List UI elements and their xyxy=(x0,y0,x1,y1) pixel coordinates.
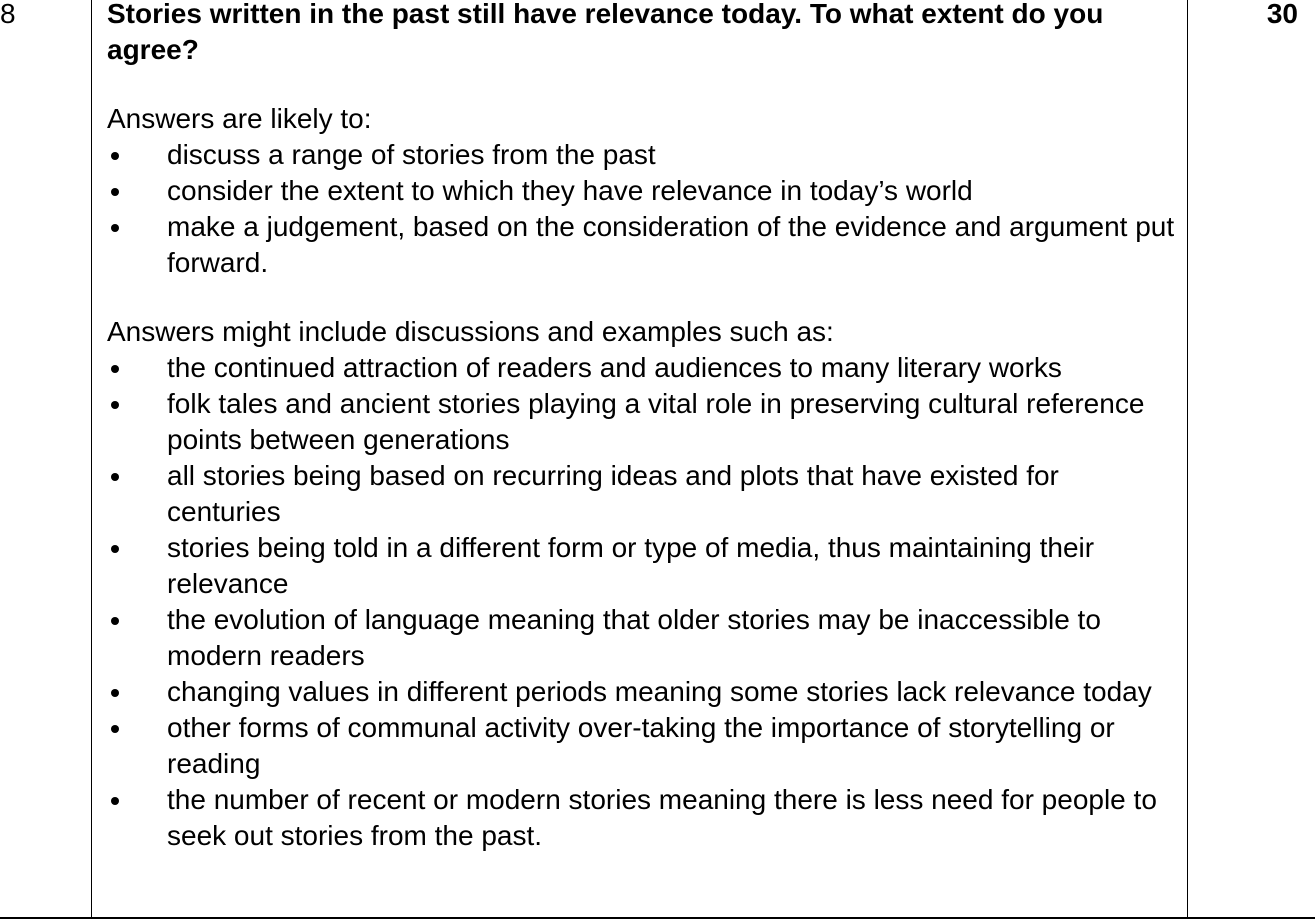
bullet-icon xyxy=(111,797,119,805)
list-item: folk tales and ancient stories playing a vital role in preserving cultural reference points between generations xyxy=(107,386,1177,458)
bullet-icon xyxy=(111,152,119,160)
bullet-icon xyxy=(111,725,119,733)
bullet-icon xyxy=(111,689,119,697)
list-item: other forms of communal activity over-taking the importance of storytelling or reading xyxy=(107,710,1177,782)
section2-bullet-list xyxy=(107,350,1177,854)
section1-bullet-list xyxy=(107,137,1177,281)
table-bottom-border xyxy=(0,917,1315,919)
question-number: 8 xyxy=(0,0,16,29)
section1-intro: Answers are likely to: xyxy=(107,103,372,134)
column-divider-left xyxy=(91,0,92,918)
list-item: the evolution of language meaning that older stories may be inaccessible to modern readers xyxy=(107,602,1177,674)
list-item: the continued attraction of readers and audiences to many literary works xyxy=(107,350,1177,386)
list-item: discuss a range of stories from the past xyxy=(107,137,1177,173)
bullet-icon xyxy=(111,401,119,409)
list-item: stories being told in a different form or type of media, thus maintaining their relevance xyxy=(107,530,1177,602)
bullet-icon xyxy=(111,365,119,373)
list-item: changing values in different periods meaning some stories lack relevance today xyxy=(107,674,1177,710)
bullet-icon xyxy=(111,473,119,481)
list-item: all stories being based on recurring ideas and plots that have existed for centuries xyxy=(107,458,1177,530)
answer-guidance xyxy=(107,0,1177,854)
bullet-icon xyxy=(111,188,119,196)
marks-value: 30 xyxy=(1266,0,1298,29)
bullet-icon xyxy=(111,617,119,625)
bullet-icon xyxy=(111,545,119,553)
question-text: Stories written in the past still have relevance today. To what extent do you agree? xyxy=(107,0,1104,65)
list-item: make a judgement, based on the consideration of the evidence and argument put forward. xyxy=(107,209,1177,281)
bullet-icon xyxy=(111,224,119,232)
list-item: consider the extent to which they have relevance in today’s world xyxy=(107,173,1177,209)
list-item: the number of recent or modern stories meaning there is less need for people to seek out stories from the past. xyxy=(107,782,1177,854)
column-divider-right xyxy=(1187,0,1188,918)
section2-intro: Answers might include discussions and examples such as: xyxy=(107,316,834,347)
